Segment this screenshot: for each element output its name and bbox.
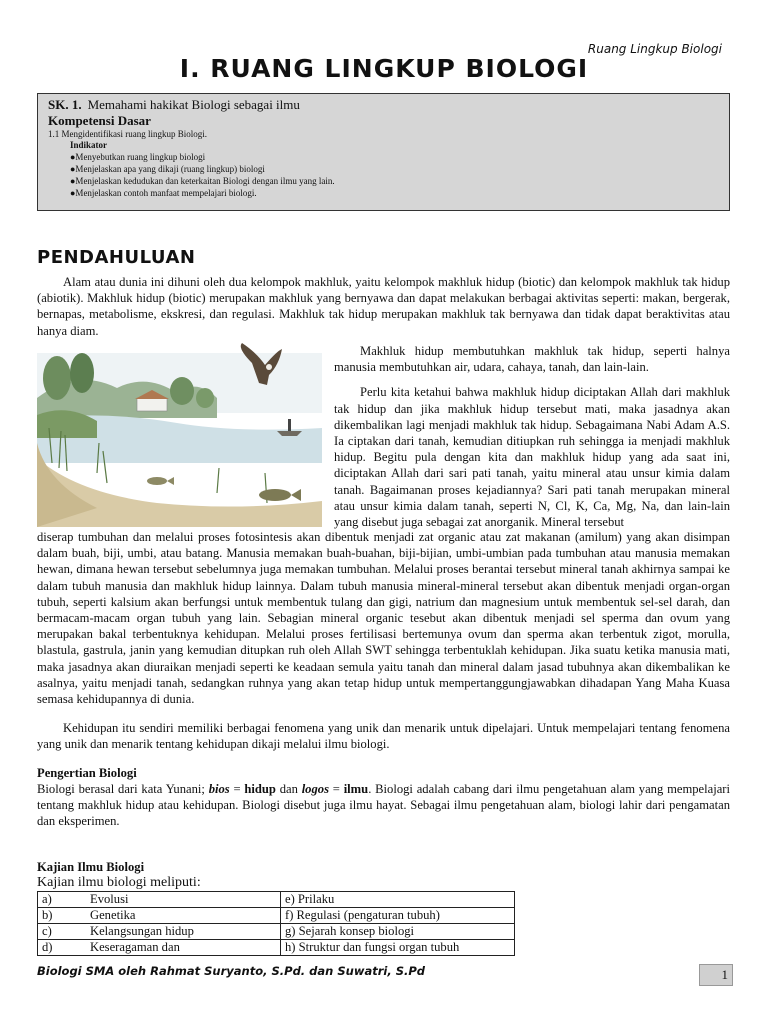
page-number: 1 <box>699 964 733 986</box>
subheading-kajian: Kajian Ilmu Biologi <box>37 860 145 874</box>
indikator-item: ●Menjelaskan contoh manfaat mempelajari biologi. <box>70 188 257 198</box>
body-text-block <box>37 529 730 829</box>
term-logos: logos <box>301 781 329 796</box>
text-run: Biologi berasal dari kata Yunani; <box>37 781 209 796</box>
paragraph-pengertian <box>37 781 730 830</box>
chapter-title: I. RUANG LINGKUP BIOLOGI <box>179 54 589 83</box>
table-cell: g) Sejarah konsep biologi <box>281 924 515 940</box>
kd-heading: Kompetensi Dasar <box>48 113 151 128</box>
table-row <box>38 908 515 924</box>
kajian-intro: Kajian ilmu biologi meliputi: <box>37 875 201 890</box>
table-cell: h) Struktur dan fungsi organ tubuh <box>281 940 515 956</box>
paragraph: Perlu kita ketahui bahwa makhluk hidup diciptakan Allah dari makhluk tak hidup dan jika makhluk hidup tersebut mati, maka jasadnya akan dikembalikan lagi menjadi makhluk tak hidup. Sebagaimana Nabi Adam A.S. Ia ciptakan dari tanah, kemudian ditiupkan ruh sehingga ia menjadi makhluk hidup. Begitu pula dengan kita dan makhluk hidup yang ada saat ini, diciptakan Allah dari sari pati tanah, yaitu mineral atau unsur kimia dalam tanah. Bagaimanan proses kejadiannya? Sari pati tanah merupakan mineral atau unsur kimia dalam tanah, seperti N, Cl, K, Ca, Mg, Na, dan lain-lain yang disebut juga sebagai zat anorganik. Mineral tersebut <box>334 385 730 530</box>
table-cell: e) Prilaku <box>281 892 515 908</box>
indikator-item: ●Menyebutkan ruang lingkup biologi <box>70 152 206 162</box>
table-cell: d) <box>38 940 87 956</box>
table-row <box>38 892 515 908</box>
table-cell: b) <box>38 908 87 924</box>
table-cell: Kelangsungan hidup <box>86 924 281 940</box>
section-heading-pendahuluan: PENDAHULUAN <box>37 247 196 268</box>
text-run: = <box>328 781 344 796</box>
table-cell: Evolusi <box>86 892 281 908</box>
indikator-item: ●Menjelaskan apa yang dikaji (ruang lingkup) biologi <box>70 164 265 174</box>
table-row <box>38 924 515 940</box>
kajian-table <box>37 891 515 956</box>
indikator-item: ●Menjelaskan kedudukan dan keterkaitan Biologi dengan ilmu yang lain. <box>70 176 335 186</box>
paragraph: Alam atau dunia ini dihuni oleh dua kelompok makhluk, yaitu kelompok makhluk hidup (biotic) dan kelompok makhluk tak hidup (abiotik). Makhluk hidup (biotic) merupakan makhluk yang bernyawa dan dapat melakukan berbagai aktivitas seperti: makan, bergerak, bernapas, metabolisme, ekskresi, dan regulasi. Makhluk tak hidup merupakan makhluk tak bernyawa dan tidak dapat beraktivitas atau hanya diam. <box>37 275 730 338</box>
footer-credit: Biologi SMA oleh Rahmat Suryanto, S.Pd. dan Suwatri, S.Pd <box>37 964 426 978</box>
table-cell: Keseragaman dan <box>86 940 281 956</box>
sk-text: Memahami hakikat Biologi sebagai ilmu <box>87 97 300 112</box>
term-ilmu: ilmu <box>343 781 369 796</box>
intro-paragraph-block <box>37 274 730 339</box>
competency-box <box>37 93 730 211</box>
sk-label: SK. 1. <box>48 97 82 112</box>
paragraph: Kehidupan itu sendiri memiliki berbagai fenomena yang unik dan menarik untuk dipelajari. Untuk mempelajari tentang fenomena yang unik dan menarik tentang kehidupan dikaji melalui ilmu biologi. <box>37 721 730 752</box>
table-cell: Genetika <box>86 908 281 924</box>
kd-item: 1.1 Mengidentifikasi ruang lingkup Biologi. <box>48 129 207 139</box>
paragraph: Makhluk hidup membutuhkan makhluk tak hidup, seperti halnya manusia membutuhkan air, udara, cahaya, tanah, dan lain-lain. <box>334 344 730 375</box>
table-cell: c) <box>38 924 87 940</box>
ecosystem-illustration <box>37 343 322 527</box>
paragraph: diserap tumbuhan dan melalui proses fotosintesis akan dibentuk menjadi zat organic atau zat makanan (amilum) yang akan disimpan dalam buah, biji, umbi, atau batang. Manusia memakan buah-buahan, biji-bijian, umbi-umbian pada tumbuhan atau manusia memakan hewan, dimana hewan tersebut sebelumnya juga memakan tumbuhan. Melalui proses berantai tersebut mineral tanah akhirnya sampai ke dalam tubuh manusia dan makhluk hidup lainnya. Dalam tubuh manusia mineral-mineral tersebut akan dibentuk menjadi organ-organ tubuh, seperti kalsium akan berfungsi untuk membentuk tulang dan gigi, natrium dan magnesium untuk membentuk sel-sel darah, dan bermacam-macam organ tubuh yang lain. Sebagian mineral organic tesebut akan dibentuk menjadi sel sperma dan ovum yang merupakan bakal terbentuknya kehidupan. Melalui proses fertilisasi bertemunya ovum dan sperma akan terbentuk zigot, morulla, blastula, gastrula, janin yang kemudian ditupkan ruh oleh Allah SWT sehingga terbentuklah kehidupan. Jika suatu ketika manusia mati, maka jasadnya akan diuraikan menjadi seperti ke keadaan semula yaitu tanah dan mineral dalam jasad tubuhnya akan dikembalikan ke asalnya, yaitu menjadi tanah, sedangkan ruhnya yang akan tetap hidup untuk mempertanggungjawabkan dihadapan Yang Maha Kuasa semasa kehidupannya di dunia. <box>37 530 730 707</box>
table-cell: f) Regulasi (pengaturan tubuh) <box>281 908 515 924</box>
text-run: . Biologi adalah cabang dari ilmu pengetahuan alam yang mempelajari tentang makhluk hidup atau kehidupan. Biologi disebut juga ilmu hayat. Sebagai ilmu pengetahuan alam, biologi lahir dari pengamatan dan eksperimen. <box>37 781 731 829</box>
standard-competency <box>48 97 719 113</box>
running-header: Ruang Lingkup Biologi <box>587 42 722 56</box>
text-run: dan <box>275 781 302 796</box>
term-bios: bios <box>208 781 230 796</box>
text-run: = <box>229 781 245 796</box>
term-hidup: hidup <box>244 781 276 796</box>
table-cell: a) <box>38 892 87 908</box>
table-row <box>38 940 515 956</box>
indikator-heading: Indikator <box>70 140 108 150</box>
subheading-pengertian: Pengertian Biologi <box>37 765 137 780</box>
kajian-section <box>37 860 730 956</box>
side-text-block <box>334 343 730 530</box>
